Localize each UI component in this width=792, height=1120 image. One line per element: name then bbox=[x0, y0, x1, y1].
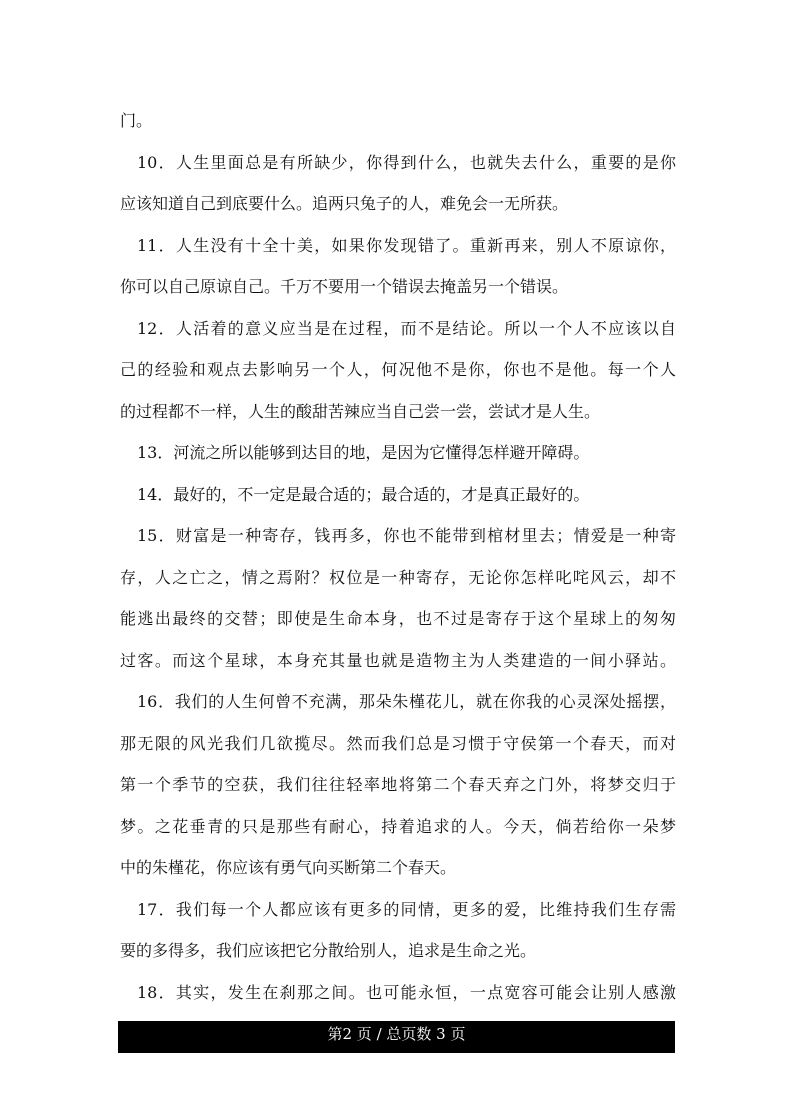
text-line: 的过程都不一样，人生的酸甜苦辣应当自己尝一尝，尝试才是人生。 bbox=[120, 401, 601, 421]
text-line: 存，人之亡之，情之焉附？权位是一种寄存，无论你怎样叱咤风云，却不 bbox=[120, 567, 676, 587]
text-line: 中的朱槿花，你应该有勇气向买断第二个春天。 bbox=[120, 858, 457, 877]
text-line: 11．人生没有十全十美，如果你发现错了。重新再来，别人不原谅你， bbox=[137, 235, 676, 255]
text-line: 能逃出最终的交替；即使是生命本身，也不过是寄存于这个星球上的匆匆 bbox=[120, 609, 676, 628]
text-line: 12．人活着的意义应当是在过程，而不是结论。所以一个人不应该以自 bbox=[137, 318, 676, 338]
page-number-label: 第2 页 / 总页数 3 页 bbox=[327, 1025, 466, 1043]
document-body bbox=[120, 100, 676, 1013]
text-line: 你可以自己原谅自己。千万不要用一个错误去掩盖另一个错误。 bbox=[120, 277, 569, 296]
text-line: 17．我们每一个人都应该有更多的同情，更多的爱，比维持我们生存需 bbox=[137, 899, 676, 919]
text-line: 那无限的风光我们几欲揽尽。然而我们总是习惯于守侯第一个春天，而对 bbox=[120, 733, 676, 753]
text-line: 梦。之花垂青的只是那些有耐心，持着追求的人。今天，倘若给你一朵梦 bbox=[120, 816, 676, 836]
text-line: 过客。而这个星球，本身充其量也就是造物主为人类建造的一间小驿站。 bbox=[120, 650, 676, 670]
text-line: 门。 bbox=[120, 111, 153, 130]
text-line: 第一个季节的空获，我们往往轻率地将第二个春天弃之门外，将梦交归于 bbox=[120, 775, 676, 794]
text-line: 13．河流之所以能够到达目的地，是因为它懂得怎样避开障碍。 bbox=[137, 443, 590, 462]
text-line: 己的经验和观点去影响另一个人，何况他不是你，你也不是他。每一个人 bbox=[120, 360, 676, 379]
text-line: 14．最好的，不一定是最合适的；最合适的，才是真正最好的。 bbox=[137, 484, 590, 504]
text-line: 要的多得多，我们应该把它分散给别人，追求是生命之光。 bbox=[120, 941, 537, 960]
page-footer bbox=[118, 1021, 675, 1053]
text-line: 应该知道自己到底要什么。追两只兔子的人，难免会一无所获。 bbox=[120, 194, 569, 213]
text-line: 18．其实，发生在刹那之间。也可能永恒，一点宽容可能会让别人感激 bbox=[137, 982, 676, 1002]
text-line: 10．人生里面总是有所缺少，你得到什么，也就失去什么，重要的是你 bbox=[137, 152, 676, 172]
text-line: 16．我们的人生何曾不充满，那朵朱槿花儿，就在你我的心灵深处摇摆， bbox=[137, 692, 676, 711]
text-line: 15．财富是一种寄存，钱再多，你也不能带到棺材里去；情爱是一种寄 bbox=[137, 526, 676, 545]
